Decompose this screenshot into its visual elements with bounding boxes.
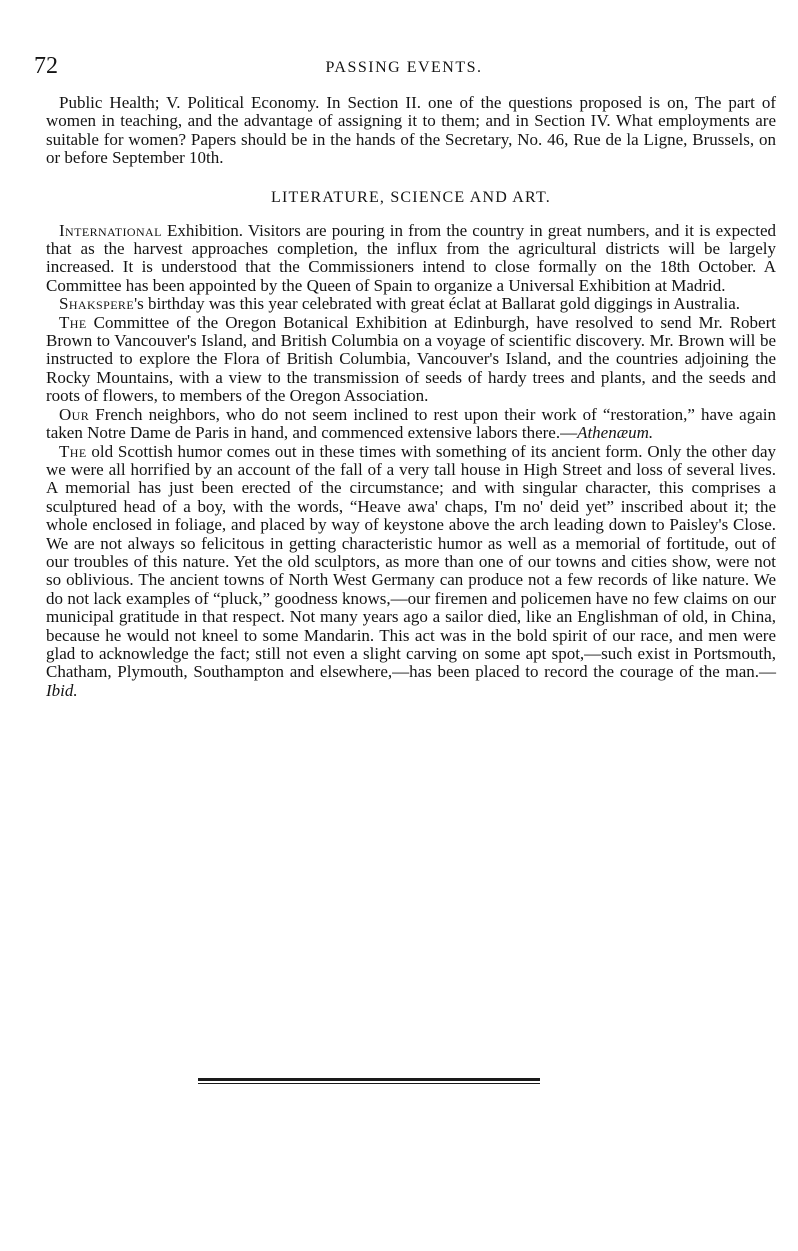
- closing-rule-thin: [198, 1083, 540, 1084]
- closing-rule-thick: [198, 1078, 540, 1081]
- paragraph-scottish-humor: [46, 443, 776, 701]
- paragraph-lead: The: [59, 312, 87, 332]
- paragraph-exhibition: [46, 222, 776, 296]
- page-number: 72: [34, 53, 58, 79]
- closing-rule: [198, 1078, 540, 1084]
- paragraph-lead: International: [59, 220, 162, 240]
- paragraph-oregon: [46, 314, 776, 406]
- paragraph-text: Exhibition. Visitors are pouring in from the country in great numbers, and it is expected that as the harvest approaches completion, the influx from the agricultural districts will be largely increased. It is understood that the Commissioners intend to close formally on the 18th October. A Committee has been appointed by the Queen of Spain to organize a Universal Exhibition at Madrid.: [46, 220, 776, 295]
- paragraph-lead: Shakspere: [59, 294, 135, 314]
- paragraph-lead: Our: [59, 404, 90, 424]
- paragraph-text: French neighbors, who do not seem inclined to rest upon their work of “restoration,” have again taken Notre Dame de Paris in hand, and commenced extensive labors there.—: [46, 404, 776, 443]
- paragraph-text: old Scottish humor comes out in these times with something of its ancient form. Only the other day we were all horrified by an account of the fall of a very tall house in High Street and loss of several lives. A memorial has just been erected of the circumstance; and with singular character, this comprises a sculptured head of a boy, with the words, “Heave awa' chaps, I'm no' deid yet” inscribed about it; the whole enclosed in foliage, and placed by way of keystone above the arch leading down to Paisley's Close. We are not always so felicitous in getting characteristic humor as well as a memorial of fortitude, out of our troubles of this nature. Yet the old sculptors, as more than one of our towns and cities show, were not so oblivious. The ancient towns of North West Germany can produce not a few records of like nature. We do not lack examples of “pluck,” goodness knows,—our firemen and policemen have no few claims on our municipal gratitude in that respect. Not many years ago a sailor died, like an Englishman of old, in China, because he would not kneel to some Mandarin. This act was in the bold spirit of our race, and men were glad to acknowledge the fact; still not even a slight carving on some apt spot,—such exist in Portsmouth, Chatham, Plymouth, Southampton and elsewhere,—has been placed to record the courage of the man.—: [46, 441, 776, 682]
- intro-text: Public Health; V. Political Economy. In Section II. one of the questions proposed is on, The part of women in teaching, and the advantage of assigning it to them; and in Section IV. What employments are suitable for women? Papers should be in the hands of the Secretary, No. 46, Rue de la Ligne, Brussels, on or before September 10th.: [46, 93, 776, 168]
- paragraph-lead: The: [59, 441, 87, 461]
- running-title: PASSING EVENTS.: [325, 59, 483, 76]
- paragraph-text: Committee of the Oregon Botanical Exhibition at Edinburgh, have resolved to send Mr. Robert Brown to Vancouver's Island, and British Columbia on a voyage of scientific discovery. Mr. Brown will be instructed to explore the Flora of British Columbia, Vancouver's Island, and the countries adjoining the Rocky Mountains, with a view to the transmission of seeds of hardy trees and plants, and the seeds and roots of flowers, to members of the Oregon Association.: [46, 312, 776, 406]
- paragraph-text: 's birthday was this year celebrated with great éclat at Ballarat gold diggings in Australia.: [134, 294, 740, 314]
- paragraph-notre-dame: [46, 406, 776, 443]
- section-heading: LITERATURE, SCIENCE AND ART.: [271, 188, 551, 206]
- article-body: [46, 94, 776, 700]
- paragraph-source: Athenæum.: [577, 423, 654, 443]
- intro-paragraph: [46, 94, 776, 168]
- paragraph-source: Ibid.: [46, 680, 78, 700]
- running-head: [34, 52, 774, 82]
- paragraph-shakspere: [46, 295, 776, 313]
